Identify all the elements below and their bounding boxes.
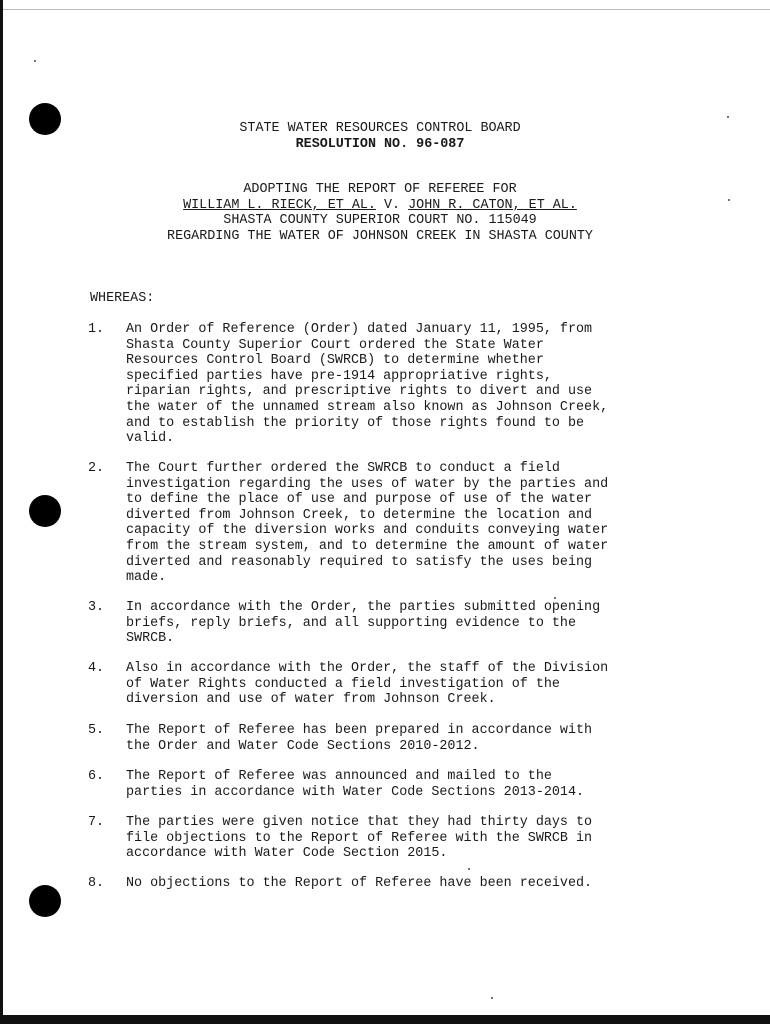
item-text: The Report of Referee was announced and mailed to the parties in accordance with Water Code Sections 2013-2014. (126, 769, 585, 800)
item-number: 4. (88, 661, 105, 676)
title-line-1: ADOPTING THE REPORT OF REFEREE FOR (243, 182, 517, 197)
case-caption (0, 198, 760, 214)
item-text: Also in accordance with the Order, the staff of the Division of Water Rights conducted a field investigation of the diversion and use of water from Johnson Creek. (126, 661, 609, 708)
item-number: 7. (88, 815, 105, 830)
item-text: No objections to the Report of Referee have been received. (126, 876, 593, 891)
item-text: In accordance with the Order, the parties submitted opening briefs, reply briefs, and all supporting evidence to the SWRCB. (126, 600, 601, 647)
court-number: SHASTA COUNTY SUPERIOR COURT NO. 115049 (223, 213, 537, 228)
item-number: 1. (88, 322, 105, 337)
whereas-heading: WHEREAS: (90, 291, 155, 306)
item-number: 2. (88, 461, 105, 476)
item-number: 5. (88, 723, 105, 738)
item-text: The parties were given notice that they had thirty days to file objections to the Report of Referee with the SWRCB in accordance with Water Code Section 2015. (126, 815, 593, 862)
board-name: STATE WATER RESOURCES CONTROL BOARD (239, 121, 521, 136)
defendant-name: JOHN R. CATON, ET AL. (408, 198, 577, 213)
resolution-number: RESOLUTION NO. 96-087 (295, 137, 465, 152)
item-text: The Court further ordered the SWRCB to conduct a field investigation regarding the uses of water by the parties and to define the place of use and purpose of use of the water diverted from Johnson Creek, to determine the location and capacity of the diversion works and conduits conveying water from the stream system, and to determine the amount of water diverted and reasonably required to satisfy the uses being made. (126, 461, 609, 586)
case-versus: V. (375, 198, 409, 213)
item-number: 6. (88, 769, 105, 784)
item-text: The Report of Referee has been prepared in accordance with the Order and Water Code Sections 2010-2012. (126, 723, 593, 754)
item-number: 8. (88, 876, 105, 891)
plaintiff-name: WILLIAM L. RIECK, ET AL. (183, 198, 376, 213)
subject-line: REGARDING THE WATER OF JOHNSON CREEK IN SHASTA COUNTY (167, 229, 593, 244)
item-text: An Order of Reference (Order) dated January 11, 1995, from Shasta County Superior Court ordered the State Water Resources Control Board (SWRCB) to determine whether specified parties have pre-1914 appropriative rights, riparian rights, and prescriptive rights to divert and use the water of the unnamed stream also known as Johnson Creek, and to establish the priority of those rights found to be valid. (126, 322, 609, 447)
item-number: 3. (88, 600, 105, 615)
